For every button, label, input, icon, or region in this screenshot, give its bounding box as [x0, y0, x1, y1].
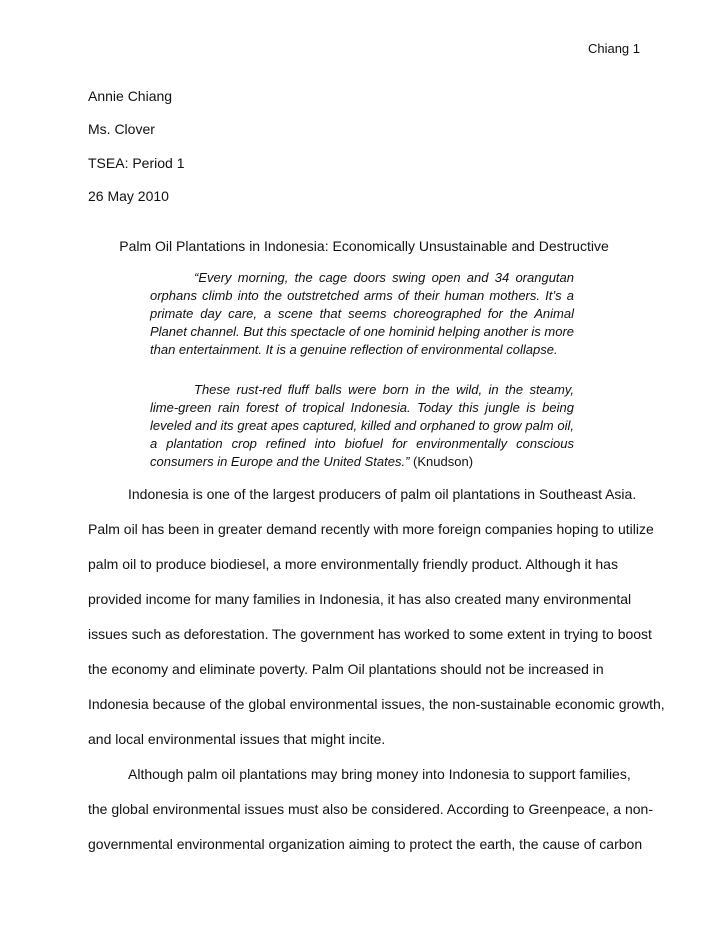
- document-date: 26 May 2010: [88, 188, 169, 204]
- body-line: Indonesia is one of the largest producers of palm oil plantations in Southeast Asia.: [128, 486, 637, 502]
- body-line: Indonesia because of the global environmental issues, the non-sustainable economic growth,: [88, 696, 665, 712]
- body-line: palm oil to produce biodiesel, a more environmentally friendly product. Although it has: [88, 556, 618, 572]
- block-quote-paragraph-2: [150, 381, 574, 471]
- body-line: Although palm oil plantations may bring money into Indonesia to support families,: [128, 766, 631, 782]
- body-line: Palm oil has been in greater demand recently with more foreign companies hoping to utilize: [88, 521, 654, 537]
- author-name: Annie Chiang: [88, 88, 173, 104]
- page-header-label: Chiang 1: [587, 41, 640, 56]
- block-quote-paragraph-2-text: These rust-red fluff balls were born in the wild, in the steamy, lime-green rain forest of tropical Indonesia. Today this jungle is being leveled and its great apes captured, killed and orphaned to grow palm oil, a plantation crop refined into biofuel for environmentally conscious consumers in Europe and the United States.”: [150, 382, 574, 469]
- block-quote-citation: (Knudson): [409, 454, 474, 469]
- body-line: the economy and eliminate poverty. Palm Oil plantations should not be increased in: [88, 661, 604, 677]
- body-line: the global environmental issues must also be considered. According to Greenpeace, a non-: [88, 801, 654, 817]
- teacher-name: Ms. Clover: [88, 121, 155, 137]
- body-line: issues such as deforestation. The government has worked to some extent in trying to boost: [88, 626, 652, 642]
- body-line: provided income for many families in Indonesia, it has also created many environmental: [88, 591, 632, 607]
- essay-title: Palm Oil Plantations in Indonesia: Economically Unsustainable and Destructive: [119, 238, 609, 254]
- body-line: and local environmental issues that might incite.: [88, 731, 386, 747]
- course-name: TSEA: Period 1: [88, 155, 185, 171]
- body-line: governmental environmental organization aiming to protect the earth, the cause of carbon: [88, 836, 643, 852]
- block-quote-paragraph-1: “Every morning, the cage doors swing open and 34 orangutan orphans climb into the outstretched arms of their human mothers. It’s a primate day care, a scene that seems choreographed for the Animal Planet channel. But this spectacle of one hominid helping another is more than entertainment. It is a genuine reflection of environmental collapse.: [150, 270, 574, 357]
